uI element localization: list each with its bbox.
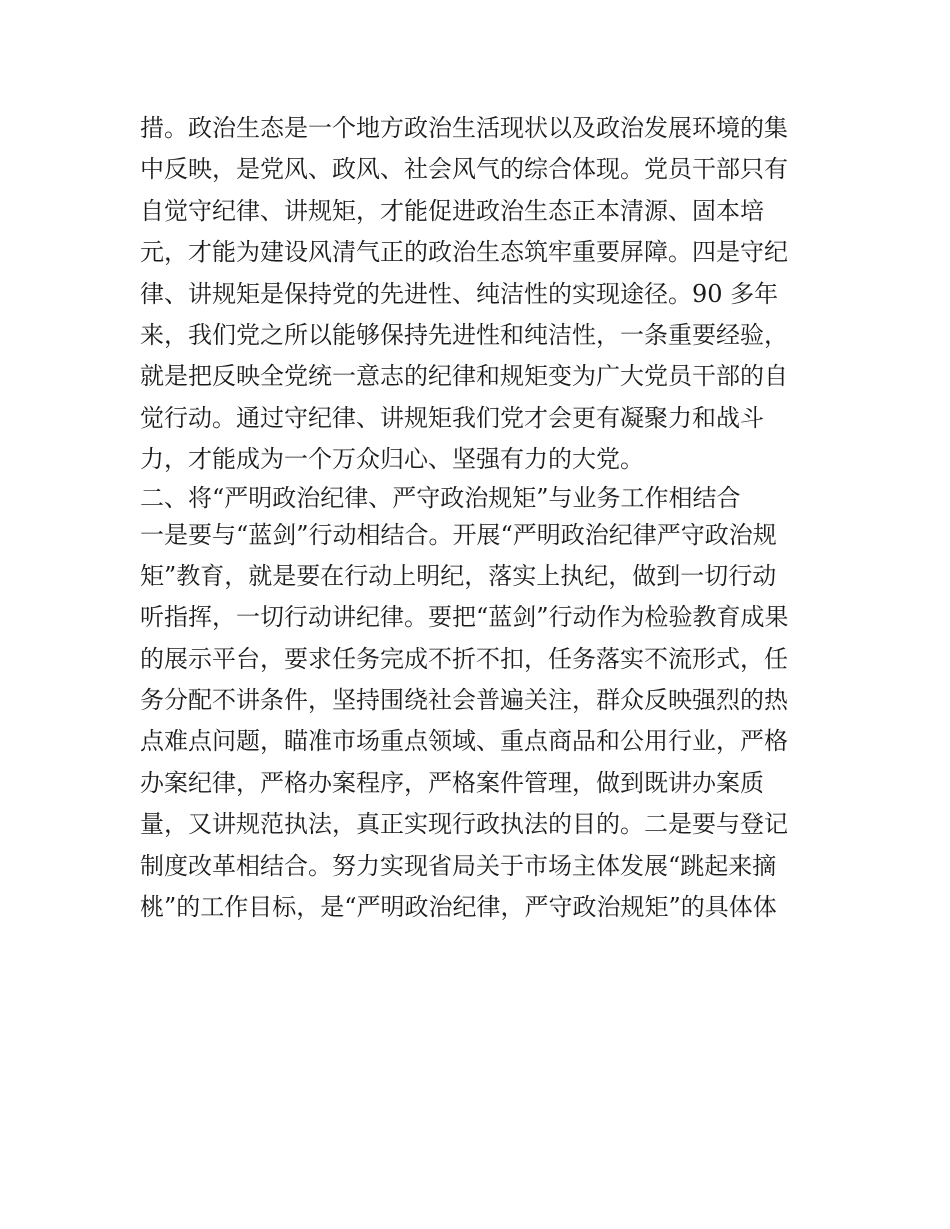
text-line: 制度改革相结合。努力实现省局关于市场主体发展“跳起来摘: [140, 851, 777, 880]
text-line: 办案纪律，严格办案程序，严格案件管理，做到既讲办案质: [140, 768, 764, 797]
text-line: 力，才能成为一个万众归心、坚强有力的大党。: [140, 445, 644, 474]
text-line: 矩”教育，就是要在行动上明纪，落实上执纪，做到一切行动: [140, 561, 777, 590]
paragraph-1: [140, 108, 830, 481]
text-line: 觉行动。通过守纪律、讲规矩我们党才会更有凝聚力和战斗: [140, 403, 764, 432]
text-line: 律、讲规矩是保持党的先进性、纯洁性的实现途径。90 多年: [140, 279, 779, 308]
text-line: 量，又讲规范执法，真正实现行政执法的目的。二是要与登记: [140, 810, 788, 839]
text-line: 来，我们党之所以能够保持先进性和纯洁性，一条重要经验，: [140, 320, 788, 349]
text-line: 的展示平台，要求任务完成不折不扣，任务落实不流形式，任: [140, 644, 788, 673]
text-line: 一是要与“蓝剑”行动相结合。开展“严明政治纪律严守政治规: [140, 520, 777, 549]
text-line: 自觉守纪律、讲规矩，才能促进政治生态正本清源、固本培: [140, 196, 764, 225]
document-body: [140, 108, 830, 928]
text-line: 听指挥，一切行动讲纪律。要把“蓝剑”行动作为检验教育成果: [140, 603, 789, 632]
text-line: 点难点问题，瞄准市场重点领域、重点商品和公用行业，严格: [140, 727, 788, 756]
text-line: 就是把反映全党统一意志的纪律和规矩变为广大党员干部的自: [140, 362, 788, 391]
text-line: 桃”的工作目标，是“严明政治纪律，严守政治规矩”的具体体: [140, 893, 777, 922]
paragraph-2: [140, 515, 830, 929]
text-line: 元，才能为建设风清气正的政治生态筑牢重要屏障。四是守纪: [140, 238, 788, 267]
text-line: 中反映，是党风、政风、社会风气的综合体现。党员干部只有: [140, 155, 788, 184]
text-line: 务分配不讲条件，坚持围绕社会普遍关注，群众反映强烈的热: [140, 686, 788, 715]
text-line: 措。政治生态是一个地方政治生活现状以及政治发展环境的集: [140, 114, 788, 142]
section-heading: 二、将“严明政治纪律、严守政治规矩”与业务工作相结合: [140, 483, 741, 512]
